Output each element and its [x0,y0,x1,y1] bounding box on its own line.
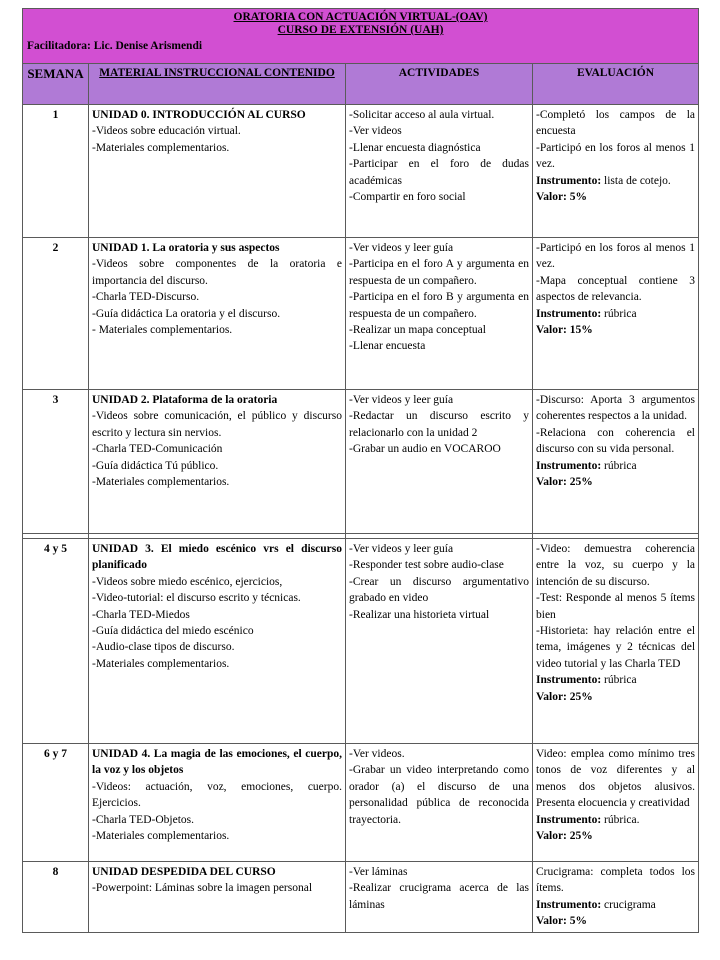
column-header-content-label: MATERIAL INSTRUCCIONAL CONTENIDO [99,67,335,79]
title-row [23,9,699,64]
value-line: Valor: 25% [536,830,593,843]
content-cell [89,238,346,390]
unit-title: UNIDAD 1. La oratoria y sus aspectos [92,242,280,254]
instrument-value: rúbrica [604,307,637,320]
content-item: -Charla TED-Comunicación [92,443,223,456]
evaluation-cell [533,539,699,744]
facilitator: Facilitadora: Lic. Denise Arismendi [27,40,203,52]
evaluation-cell [533,862,699,933]
activities-cell [346,744,533,862]
value-line: Valor: 25% [536,690,593,703]
activity-item: -Ver videos y leer guía [349,242,454,254]
week-number: 4 y 5 [23,539,89,744]
activity-item: -Llenar encuesta diagnóstica [349,141,481,154]
evaluation-item: -Participó en los foros al menos 1 vez. [536,141,696,171]
unit-title: UNIDAD 3. El miedo escénico vrs el discurso planificado [92,543,342,572]
instrument-line [536,812,695,828]
instrument-line [536,306,695,322]
instrument-line [536,173,695,189]
unit-title: UNIDAD 4. La magia de las emociones, el cuerpo, la voz y los objetos [92,748,342,777]
value-line: Valor: 15% [536,324,593,337]
evaluation-item: Crucigrama: completa todos los ítems. [536,866,696,895]
activity-item: -Llenar encuesta [349,340,426,353]
activity-item: -Participa en el foro B y argumenta en respuesta de un compañero. [349,291,529,320]
evaluation-cell [533,390,699,534]
instrument-line [536,458,695,474]
content-item: -Audio-clase tipos de discurso. [92,641,235,654]
activity-item: -Realizar un mapa conceptual [349,324,486,337]
content-item: -Videos sobre comunicación, el público y discurso escrito y lectura sin nervios. [92,410,342,439]
instrument-value: rúbrica [604,674,637,687]
activity-item: -Responder test sobre audio-clase [349,559,504,572]
activities-cell [346,539,533,744]
column-header-activities: ACTIVIDADES [346,64,533,105]
instrument-label: Instrumento: [536,674,602,687]
evaluation-item: -Discurso: Aporta 3 argumentos coherentes respectos a la unidad. [536,394,696,423]
activity-item: -Ver videos [349,125,402,138]
content-item: -Guía didáctica La oratoria y el discurso. [92,307,281,320]
course-title-cell [23,9,699,64]
instrument-line [536,897,695,913]
week-row [23,539,699,744]
instrument-value: lista de cotejo. [604,174,671,187]
activity-item: -Grabar un video interpretando como orador (a) el discurso de una personalidad pública de reconocida trayectoria. [349,764,529,826]
instrument-label: Instrumento: [536,813,602,826]
content-item: -Materiales complementarios. [92,141,230,154]
course-table [22,8,699,933]
week-row [23,744,699,862]
content-cell [89,862,346,933]
week-row [23,390,699,534]
evaluation-item: -Test: Responde al menos 5 ítems bien [536,592,696,621]
evaluation-item: -Mapa conceptual contiene 3 aspectos de relevancia. [536,274,696,304]
instrument-label: Instrumento: [536,174,602,187]
column-header-evaluation: EVALUACIÓN [533,64,699,105]
week-row [23,238,699,390]
week-row [23,105,699,238]
content-item: -Materiales complementarios. [92,657,230,670]
activity-item: -Redactar un discurso escrito y relacionarlo con la unidad 2 [349,410,529,439]
week-number: 6 y 7 [23,744,89,862]
week-number: 3 [23,390,89,534]
activity-item: -Realizar crucigrama acerca de las láminas [349,882,529,911]
content-item: -Charla TED-Objetos. [92,813,194,826]
unit-title: UNIDAD DESPEDIDA DEL CURSO [92,866,276,878]
content-item: -Guía didáctica del miedo escénico [92,625,254,638]
content-item: -Materiales complementarios. [92,476,230,489]
week-number: 1 [23,105,89,238]
content-cell [89,744,346,862]
column-header-content [89,64,346,105]
content-item: -Videos: actuación, voz, emociones, cuerpo. Ejercicios. [92,780,342,810]
week-row [23,862,699,933]
activities-cell [346,862,533,933]
evaluation-cell [533,744,699,862]
evaluation-item: -Participó en los foros al menos 1 vez. [536,242,696,271]
week-number: 2 [23,238,89,390]
instrument-value: rúbrica. [604,813,640,826]
content-cell [89,539,346,744]
content-item: -Video-tutorial: el discurso escrito y técnicas. [92,592,301,605]
instrument-label: Instrumento: [536,898,602,911]
activity-item: -Solicitar acceso al aula virtual. [349,109,495,121]
activity-item: -Ver videos y leer guía [349,543,454,555]
content-cell [89,105,346,238]
evaluation-item: -Historieta: hay relación entre el tema, imágenes y 2 técnicas del video tutorial y las Charla TED [536,625,696,670]
evaluation-item: Video: emplea como mínimo tres tonos de voz diferentes y al menos dos objetos alusivos. Presenta elocuencia y creatividad [536,748,696,810]
activity-item: -Crear un discurso argumentativo grabado en video [349,575,529,605]
evaluation-item: -Completó los campos de la encuesta [536,109,696,138]
value-line: Valor: 5% [536,191,588,204]
instrument-value: rúbrica [604,459,637,472]
unit-title: UNIDAD 0. INTRODUCCIÓN AL CURSO [92,109,306,121]
content-item: -Materiales complementarios. [92,830,230,843]
instrument-label: Instrumento: [536,307,602,320]
activity-item: -Ver videos y leer guía [349,394,454,406]
course-plan [22,8,698,933]
activity-item: -Realizar una historieta virtual [349,608,490,621]
activity-item: -Compartir en foro social [349,191,466,204]
course-title: ORATORIA CON ACTUACIÓN VIRTUAL-(OAV) [233,11,488,23]
activity-item: -Participar en el foro de dudas académicas [349,158,529,187]
content-item: -Charla TED-Miedos [92,608,190,621]
evaluation-cell [533,238,699,390]
value-line: Valor: 25% [536,476,593,489]
evaluation-cell [533,105,699,238]
week-number: 8 [23,862,89,933]
content-item: -Guía didáctica Tú público. [92,459,219,472]
content-item: -Videos sobre componentes de la oratoria e importancia del discurso. [92,258,342,287]
header-row [23,64,699,105]
evaluation-item: -Relaciona con coherencia el discurso con su vida personal. [536,426,696,456]
instrument-value: crucigrama [604,898,656,911]
activities-cell [346,238,533,390]
content-item: -Powerpoint: Láminas sobre la imagen personal [92,882,313,895]
instrument-label: Instrumento: [536,459,602,472]
activities-cell [346,390,533,534]
content-cell [89,390,346,534]
content-item: -Videos sobre miedo escénico, ejercicios, [92,575,283,588]
course-subtitle: CURSO DE EXTENSIÓN (UAH) [277,24,444,36]
activity-item: -Grabar un audio en VOCAROO [349,443,501,456]
column-header-week: SEMANA [23,64,89,105]
activities-cell [346,105,533,238]
activity-item: -Ver láminas [349,866,408,878]
unit-title: UNIDAD 2. Plataforma de la oratoria [92,394,278,406]
evaluation-item: -Video: demuestra coherencia entre la voz, su cuerpo y la intención de su discurso. [536,543,696,588]
activity-item: -Participa en el foro A y argumenta en respuesta de un compañero. [349,258,529,287]
content-item: - Materiales complementarios. [92,324,233,337]
content-item: -Charla TED-Discurso. [92,291,200,304]
value-line: Valor: 5% [536,915,588,928]
instrument-line [536,672,695,688]
activity-item: -Ver videos. [349,748,405,760]
content-item: -Videos sobre educación virtual. [92,125,241,138]
